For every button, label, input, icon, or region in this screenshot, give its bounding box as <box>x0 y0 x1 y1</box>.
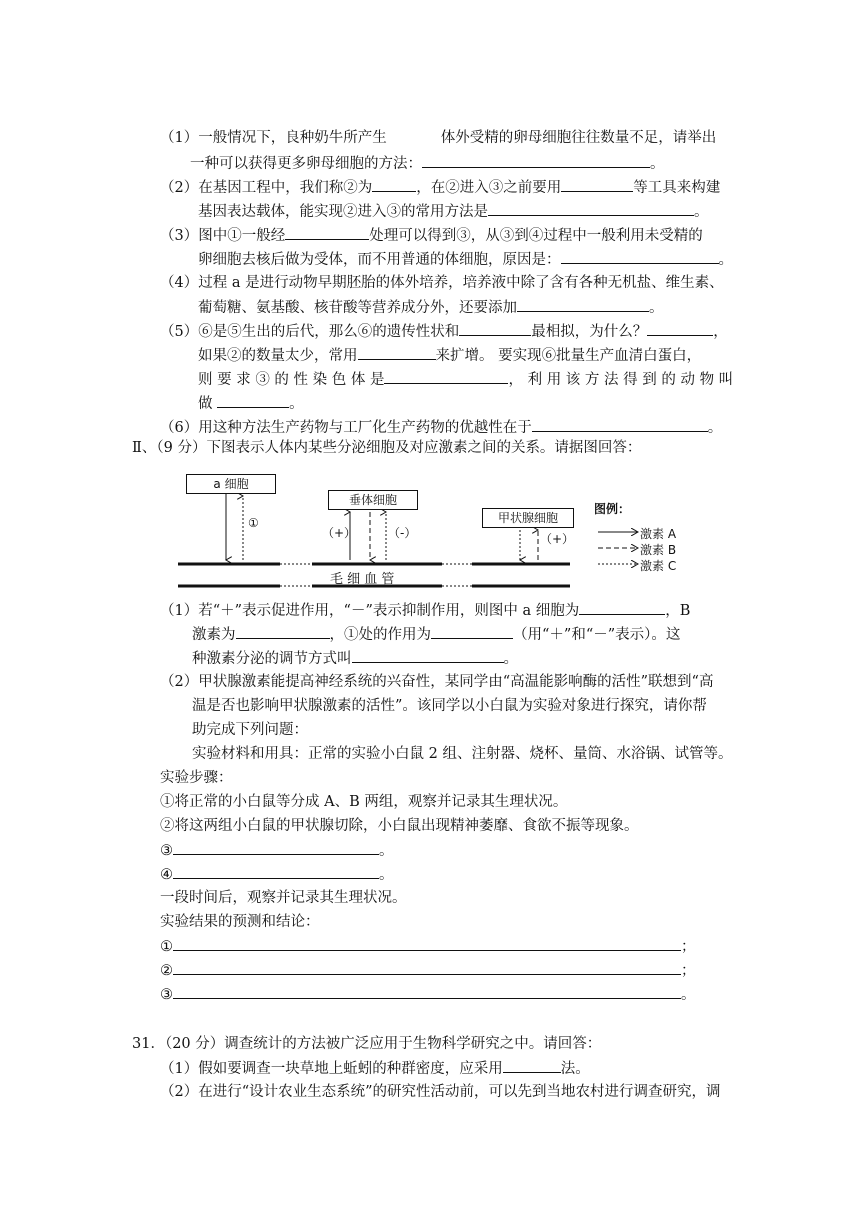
answer-blank[interactable] <box>236 624 330 639</box>
text: 。 <box>694 204 709 220</box>
text: （3）图中①一般经 <box>160 228 286 244</box>
text: ②将这两组小白鼠的甲状腺切除，小白鼠出现精神萎靡、食欲不振等现象。 <box>160 818 639 834</box>
minus-label-1: （-） <box>388 526 417 540</box>
text: （2）在进行“设计农业生态系统”的研究性活动前，可以先到当地农村进行调查研究，调 <box>160 1084 721 1100</box>
text: （1）假如要调查一块草地上蚯蚓的种群密度，应采用 <box>160 1061 503 1077</box>
text: ③ <box>160 987 173 1003</box>
answer-blank[interactable] <box>647 321 713 336</box>
answer-blank[interactable] <box>431 624 513 639</box>
q2-2-materials <box>192 744 732 764</box>
answer-blank[interactable] <box>173 864 379 879</box>
text: 。 <box>649 300 664 316</box>
text: 温是否也影响甲状腺激素的活性”。该同学以小白鼠为实验对象进行探究，请你帮 <box>192 698 707 714</box>
answer-blank[interactable] <box>532 417 708 432</box>
text: 葡萄糖、氨基酸、核苷酸等营养成分外，还要添加 <box>198 300 517 316</box>
text: 处理可以得到③，从③到④过程中一般利用未受精的 <box>369 228 703 244</box>
prediction-3 <box>160 984 696 1005</box>
cell-a-box: a 细胞 <box>186 474 276 494</box>
text: 。 <box>650 156 665 172</box>
q30-2-line1 <box>160 177 720 198</box>
q30-5-line2 <box>198 345 701 366</box>
prediction-2 <box>160 960 696 981</box>
text: 。 <box>681 987 696 1003</box>
answer-blank[interactable] <box>173 984 681 999</box>
after-text <box>160 888 407 908</box>
text: 。 <box>289 396 304 412</box>
text: 31．（20 分）调查统计的方法被广泛应用于生物科学研究之中。请回答： <box>132 1036 602 1052</box>
text: 实验步骤： <box>160 770 233 786</box>
answer-blank[interactable] <box>503 1058 561 1073</box>
pituitary-box: 垂体细胞 <box>328 490 418 510</box>
q30-5-line1 <box>160 321 728 342</box>
q30-5-line3 <box>198 369 733 390</box>
text: 做 <box>198 396 213 412</box>
q30-2-line2 <box>198 201 709 222</box>
answer-blank[interactable] <box>217 393 289 408</box>
text: ① <box>160 939 173 955</box>
q2-2-line3 <box>192 720 308 740</box>
step-1 <box>160 792 567 812</box>
q2-2-line2 <box>192 696 707 716</box>
q31-title <box>132 1034 601 1054</box>
answer-blank[interactable] <box>173 936 681 951</box>
q30-1-line1 <box>160 128 716 148</box>
text: 来扩增。 要实现⑥批量生产血清白蛋白， <box>435 348 702 364</box>
legend-hormone-b: 激素 B <box>640 543 677 557</box>
text: ，在②进入③之前要用 <box>416 180 562 196</box>
q31-2 <box>160 1082 721 1102</box>
q30-5-line4 <box>198 393 304 414</box>
text: ④ <box>160 867 173 883</box>
q30-1-line2 <box>190 153 665 174</box>
text: Ⅱ、（9 分）下图表示人体内某些分泌细胞及对应激素之间的关系。请据图回答： <box>132 440 642 456</box>
step-3 <box>160 840 394 861</box>
text: 一种可以获得更多卵母细胞的方法： <box>190 156 422 172</box>
text: （2）甲状腺激素能提高神经系统的兴奋性，某同学由“高温能影响酶的活性”联想到“高 <box>160 674 714 690</box>
answer-blank[interactable] <box>358 345 436 360</box>
text: ② <box>160 963 173 979</box>
answer-blank[interactable] <box>173 840 379 855</box>
answer-blank[interactable] <box>422 153 650 168</box>
text: ①将正常的小白鼠等分成 A、B 两组，观察并记录其生理状况。 <box>160 794 568 810</box>
answer-blank[interactable] <box>488 201 694 216</box>
text: （用“＋”和“－”表示）。这 <box>513 627 681 643</box>
text: 如果②的数量太少，常用 <box>198 348 358 364</box>
text: 种激素分泌的调节方式叫 <box>192 651 352 667</box>
prediction-title <box>160 912 320 932</box>
text: 。 <box>379 867 394 883</box>
q2-1-line1 <box>160 600 690 621</box>
q30-3-line1 <box>160 225 703 246</box>
prediction-1 <box>160 936 696 957</box>
text: 实验结果的预测和结论： <box>160 914 320 930</box>
text: （4）过程 a 是进行动物早期胚胎的体外培养，培养液中除了含有各种无机盐、维生素、 <box>160 275 724 291</box>
text: （2）在基因工程中，我们称②为 <box>160 180 373 196</box>
text: （1）若“＋”表示促进作用，“－”表示抑制作用，则图中 a 细胞为 <box>160 603 580 619</box>
answer-blank[interactable] <box>459 321 531 336</box>
step-2 <box>160 816 639 836</box>
answer-blank[interactable] <box>372 177 416 192</box>
answer-blank[interactable] <box>285 225 369 240</box>
legend-hormone-c: 激素 C <box>640 559 677 573</box>
text: 最相拟，为什么？ <box>531 324 648 340</box>
text: 。 <box>707 420 723 436</box>
answer-blank[interactable] <box>517 297 649 312</box>
text: 卵细胞去核后做为受体，而不用普通的体细胞，原因是： <box>198 252 561 268</box>
text: 激素为 <box>192 627 236 643</box>
answer-blank[interactable] <box>384 369 508 384</box>
step-4 <box>160 864 394 885</box>
capillary-label: 毛 细 血 管 <box>330 572 395 587</box>
hormone-diagram <box>170 468 690 598</box>
legend-title: 图例： <box>594 502 631 516</box>
text: 一段时间后，观察并记录其生理状况。 <box>160 890 407 906</box>
text: （1）一般情况下，良种奶牛所产生 <box>160 130 387 146</box>
text: （5）⑥是⑤生出的后代，那么⑥的遗传性状和 <box>160 324 460 340</box>
text: 体外受精的卵母细胞往往数量不足，请举出 <box>440 130 717 146</box>
answer-blank[interactable] <box>352 648 504 663</box>
text: ③ <box>160 843 173 859</box>
text: 。 <box>379 843 394 859</box>
steps-title <box>160 768 233 788</box>
circle-1-label: ① <box>248 516 259 530</box>
text: ， <box>713 324 728 340</box>
text: 则 要 求 ③ 的 性 染 色 体 是 <box>198 372 385 388</box>
text: 助完成下列问题： <box>192 722 308 738</box>
part-ii-title <box>132 438 641 458</box>
q30-6-line1 <box>160 417 722 438</box>
text: 等工具来构建 <box>633 180 721 196</box>
q31-1 <box>160 1058 590 1079</box>
answer-blank[interactable] <box>579 600 665 615</box>
q2-2-line1 <box>160 672 713 692</box>
plus-label-1: （+） <box>322 526 357 540</box>
text: 。 <box>718 252 733 268</box>
text: ； <box>681 939 696 955</box>
q2-1-line2 <box>192 624 680 645</box>
answer-blank[interactable] <box>561 177 633 192</box>
text: 。 <box>503 651 518 667</box>
answer-blank[interactable] <box>561 249 719 264</box>
text: ，B <box>665 603 691 619</box>
plus-label-2: （+） <box>540 532 575 546</box>
text: 基因表达载体，能实现②进入③的常用方法是 <box>198 204 488 220</box>
q30-3-line2 <box>198 249 733 270</box>
legend-hormone-a: 激素 A <box>640 527 677 541</box>
q2-1-line3 <box>192 648 518 669</box>
text: 实验材料和用具：正常的实验小白鼠 2 组、注射器、烧杯、量筒、水浴锅、试管等。 <box>192 746 733 762</box>
text: （6）用这种方法生产药物与工厂化生产药物的优越性在于 <box>160 420 532 436</box>
text: ， 利 用 该 方 法 得 到 的 动 物 叫 <box>508 372 734 388</box>
q30-4-line1 <box>160 273 724 293</box>
text: ； <box>681 963 696 979</box>
q30-4-line2 <box>198 297 664 318</box>
text: ，①处的作用为 <box>329 627 431 643</box>
answer-blank[interactable] <box>173 960 681 975</box>
text: 法。 <box>560 1061 590 1077</box>
thyroid-box: 甲状腺细胞 <box>482 508 574 528</box>
